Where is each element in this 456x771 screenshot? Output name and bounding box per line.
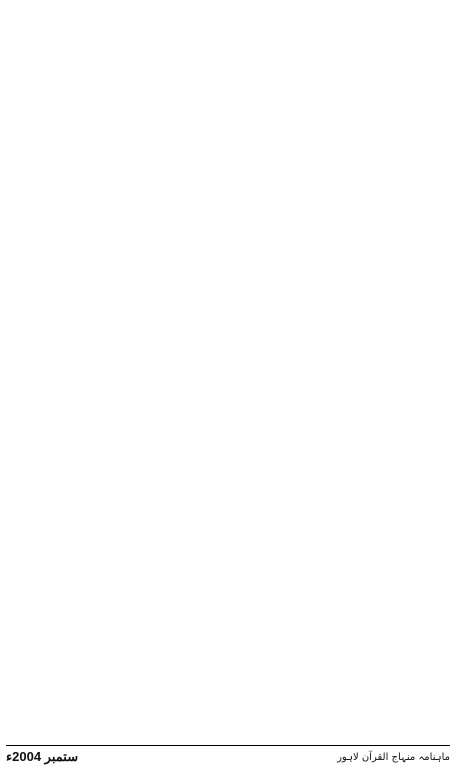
page-footer [6, 745, 450, 768]
magazine-masthead: ماہنامہ منہاج القرآن لاہور [337, 751, 450, 763]
issue-date: ستمبر 2004ء [6, 749, 79, 764]
article-page [6, 4, 450, 739]
